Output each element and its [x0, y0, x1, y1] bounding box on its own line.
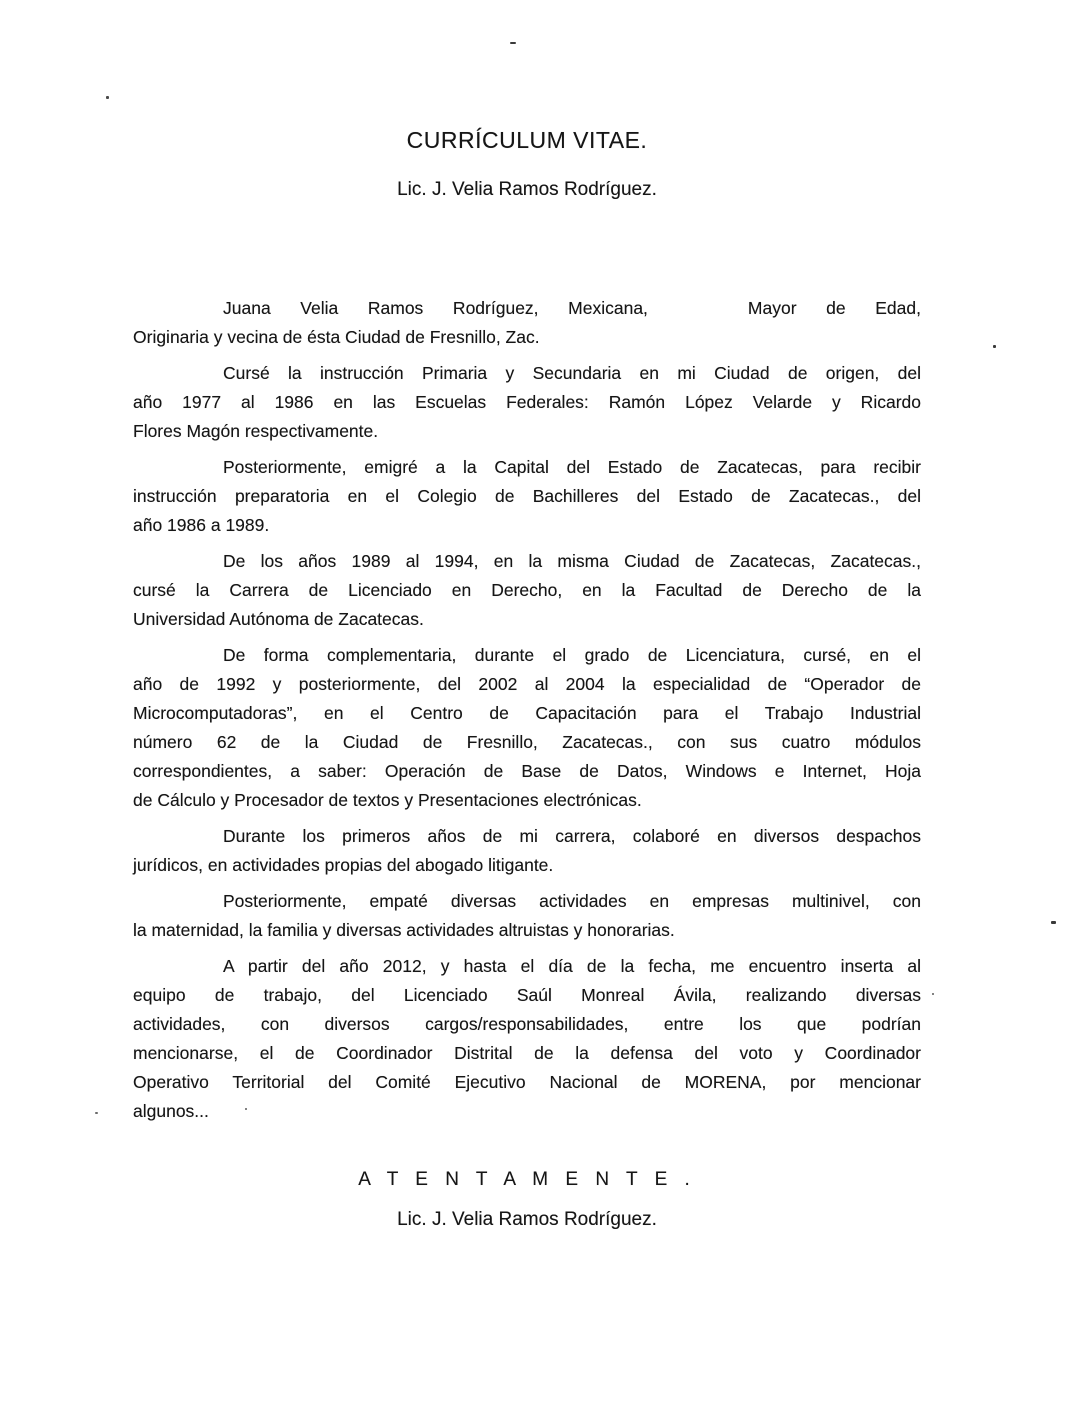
text-line: algunos...: [133, 1101, 209, 1121]
text-line: año de 1992 y posteriormente, del 2002 al 2004 la especialidad de “Operador de: [133, 674, 921, 694]
text-line: actividades, con diversos cargos/responsabilidades, entre los que podrían: [133, 1014, 921, 1034]
document-body: [133, 294, 921, 1126]
text-segment: Mayor de Edad,: [747, 298, 921, 318]
text-line: Originaria y vecina de ésta Ciudad de Fresnillo, Zac.: [133, 327, 540, 347]
document-text-block: [133, 0, 921, 1232]
text-line: Universidad Autónoma de Zacatecas.: [133, 609, 424, 629]
scan-speck: [932, 993, 934, 995]
text-line: Posteriormente, emigré a la Capital del Estado de Zacatecas, para recibir: [223, 457, 921, 477]
text-line: equipo de trabajo, del Licenciado Saúl Monreal Ávila, realizando diversas: [133, 985, 921, 1005]
text-line: De los años 1989 al 1994, en la misma Ciudad de Zacatecas, Zacatecas.,: [223, 551, 921, 571]
closing-block: [133, 1168, 921, 1232]
text-line: [133, 294, 921, 323]
text-line: De forma complementaria, durante el grado de Licenciatura, cursé, en el: [223, 645, 921, 665]
document-title: CURRÍCULUM VITAE.: [406, 127, 648, 153]
document-author: Lic. J. Velia Ramos Rodríguez.: [397, 179, 657, 200]
text-line: Durante los primeros años de mi carrera, colaboré en diversos despachos: [223, 826, 921, 846]
scan-speck: [1051, 921, 1056, 924]
text-line: Flores Magón respectivamente.: [133, 421, 379, 441]
text-line: Operativo Territorial del Comité Ejecutivo Nacional de MORENA, por mencionar: [133, 1072, 921, 1092]
text-line: cursé la Carrera de Licenciado en Derecho, en la Facultad de Derecho de la: [133, 580, 921, 600]
scan-speck: [106, 96, 109, 99]
text-line: año 1986 a 1989.: [133, 515, 270, 535]
text-line: correspondientes, a saber: Operación de Base de Datos, Windows e Internet, Hoja: [133, 761, 921, 781]
paragraph: [133, 952, 921, 1126]
text-line: A partir del año 2012, y hasta el día de la fecha, me encuentro inserta al: [223, 956, 921, 976]
text-line: de Cálculo y Procesador de textos y Presentaciones electrónicas.: [133, 790, 642, 810]
text-line: número 62 de la Ciudad de Fresnillo, Zacatecas., con sus cuatro módulos: [133, 732, 921, 752]
scan-speck: [993, 345, 996, 348]
text-line: Posteriormente, empaté diversas actividades en empresas multinivel, con: [223, 891, 921, 911]
closing-salutation: A T E N T A M E N T E .: [358, 1169, 696, 1190]
closing-signature: Lic. J. Velia Ramos Rodríguez.: [397, 1209, 657, 1230]
text-line: año 1977 al 1986 en las Escuelas Federales: Ramón López Velarde y Ricardo: [133, 392, 921, 412]
paragraph: [133, 822, 921, 880]
tab-gap: [648, 313, 748, 314]
text-line: la maternidad, la familia y diversas actividades altruistas y honorarias.: [133, 920, 675, 940]
paragraph: [133, 359, 921, 446]
text-line: Cursé la instrucción Primaria y Secundaria en mi Ciudad de origen, del: [223, 363, 921, 383]
text-line: Microcomputadoras”, en el Centro de Capacitación para el Trabajo Industrial: [133, 703, 921, 723]
text-line: mencionarse, el de Coordinador Distrital de la defensa del voto y Coordinador: [133, 1043, 921, 1063]
text-line: instrucción preparatoria en el Colegio de Bachilleres del Estado de Zacatecas., del: [133, 486, 921, 506]
text-line: jurídicos, en actividades propias del abogado litigante.: [133, 855, 554, 875]
text-segment: Juana Velia Ramos Rodríguez, Mexicana,: [223, 298, 648, 318]
scan-speck: [95, 1112, 98, 1114]
paragraph: [133, 294, 921, 352]
paragraph: [133, 641, 921, 815]
paragraph: [133, 547, 921, 634]
paragraph: [133, 887, 921, 945]
paragraph: [133, 453, 921, 540]
